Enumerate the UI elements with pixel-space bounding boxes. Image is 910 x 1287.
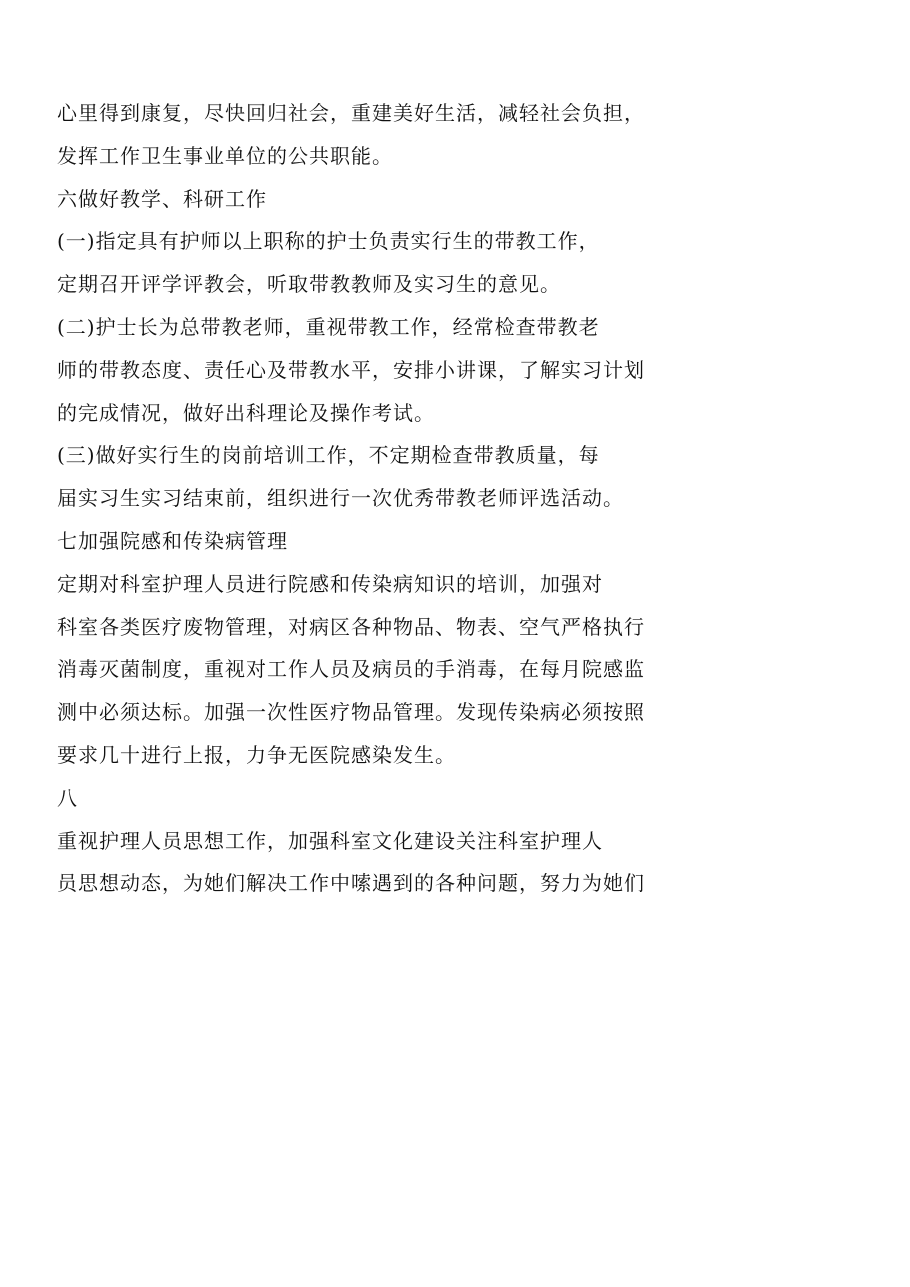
- text-line: 要求几十进行上报，力争无医院感染发生。: [57, 742, 456, 767]
- text-line: 定期对科室护理人员进行院感和传染病知识的培训，加强对: [57, 571, 603, 596]
- text-line: 届实习生实习结束前，组织进行一次优秀带教老师评选活动。: [57, 486, 624, 511]
- document-body: [57, 92, 857, 905]
- text-line: 发挥工作卫生事业单位的公共职能。: [57, 143, 393, 168]
- section-heading: 八: [57, 785, 78, 810]
- text-line: 的完成情况，做好出科理论及操作考试。: [57, 400, 435, 425]
- text-line: 消毒灭菌制度，重视对工作人员及病员的手消毒，在每月院感监: [57, 657, 645, 682]
- text-line: 测中必须达标。加强一次性医疗物品管理。发现传染病必须按照: [57, 700, 645, 725]
- section-heading: 六做好教学、科研工作: [57, 186, 267, 211]
- text-line: 师的带教态度、责任心及带教水平，安排小讲课，了解实习计划: [57, 357, 645, 382]
- text-line: (二)护士长为总带教老师，重视带教工作，经常检查带教老: [57, 314, 600, 339]
- text-line: (三)做好实行生的岗前培训工作，不定期检查带教质量，每: [57, 443, 600, 468]
- text-line: 科室各类医疗废物管理，对病区各种物品、物表、空气严格执行: [57, 614, 645, 639]
- text-line: 定期召开评学评教会，听取带教教师及实习生的意见。: [57, 272, 561, 297]
- text-line: 重视护理人员思想工作，加强科室文化建设关注科室护理人: [57, 828, 603, 853]
- section-heading: 七加强院感和传染病管理: [57, 528, 288, 553]
- text-line: (一)指定具有护师以上职称的护士负责实行生的带教工作，: [57, 229, 600, 254]
- text-line: 心里得到康复，尽快回归社会，重建美好生活，减轻社会负担，: [57, 101, 645, 125]
- text-line: 员思想动态，为她们解决工作中嗦遇到的各种问题，努力为她们: [57, 871, 645, 896]
